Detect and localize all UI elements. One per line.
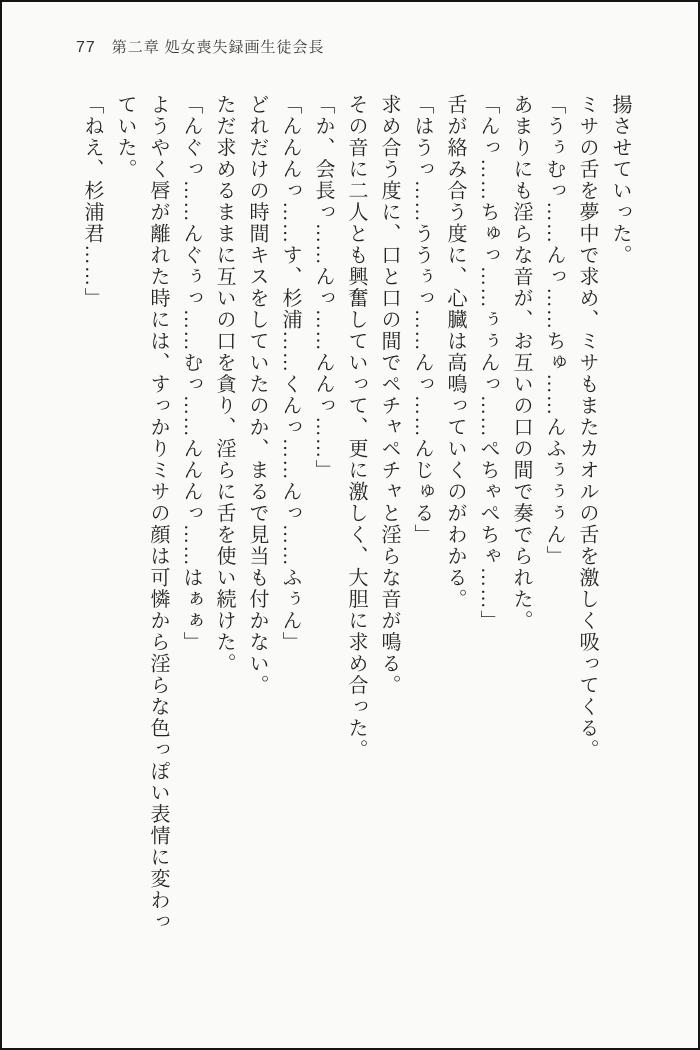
running-header [76, 36, 325, 57]
paragraph: どれだけの時間キスをしていたのか、まるで見当も付かない。 [246, 94, 268, 696]
paragraph: 「んっ……ちゅっ……ぅぅんっ……ぺちゃぺちゃ……」 [477, 94, 499, 632]
paragraph: 「はうっ……ううぅっ……んっ……んじゅる」 [411, 94, 433, 546]
paragraph: 「か、会長っ……んっ……んんっ……」 [312, 94, 334, 481]
paragraph: 「んぐっ……んぐぅっ……むっ……んんんっ……はぁぁ」 [180, 94, 202, 653]
paragraph: 「うぅむっ……んっ……ちゅ……んふぅぅぅん」 [543, 94, 565, 567]
paragraph: ただ求めるままに互いの口を貪り、淫らに舌を使い続けた。 [213, 94, 235, 675]
paragraph: その音に二人とも興奮していって、更に激しく、大胆に求め合った。 [345, 94, 367, 761]
paragraph: あまりにも淫らな音が、お互いの口の間で奏でられた。 [510, 94, 532, 632]
paragraph: 求め合う度に、口と口の間でペチャペチャと淫らな音が鳴る。 [378, 94, 400, 696]
paragraph: 「んんんっ……す、杉浦……くんっ……んっ……ふぅん」 [279, 94, 301, 653]
paragraph: 舌が絡み合う度に、心臓は高鳴っていくのがわかる。 [444, 94, 466, 610]
paragraph: ようやく唇が離れた時には、すっかりミサの顔は可憐から淫らな色っぽい表情に変わっていた。 [114, 94, 169, 933]
paragraph: 「ねえ、杉浦君……」 [81, 94, 103, 309]
vertical-text-body [66, 94, 636, 939]
paragraph: ミサの舌を夢中で求め、ミサもまたカオルの舌を激しく吸ってくる。 [576, 94, 598, 761]
paragraph: 揚させていった。 [609, 94, 631, 266]
page-number: 77 [76, 39, 96, 56]
chapter-title: 第二章 処女喪失録画生徒会長 [111, 40, 325, 56]
